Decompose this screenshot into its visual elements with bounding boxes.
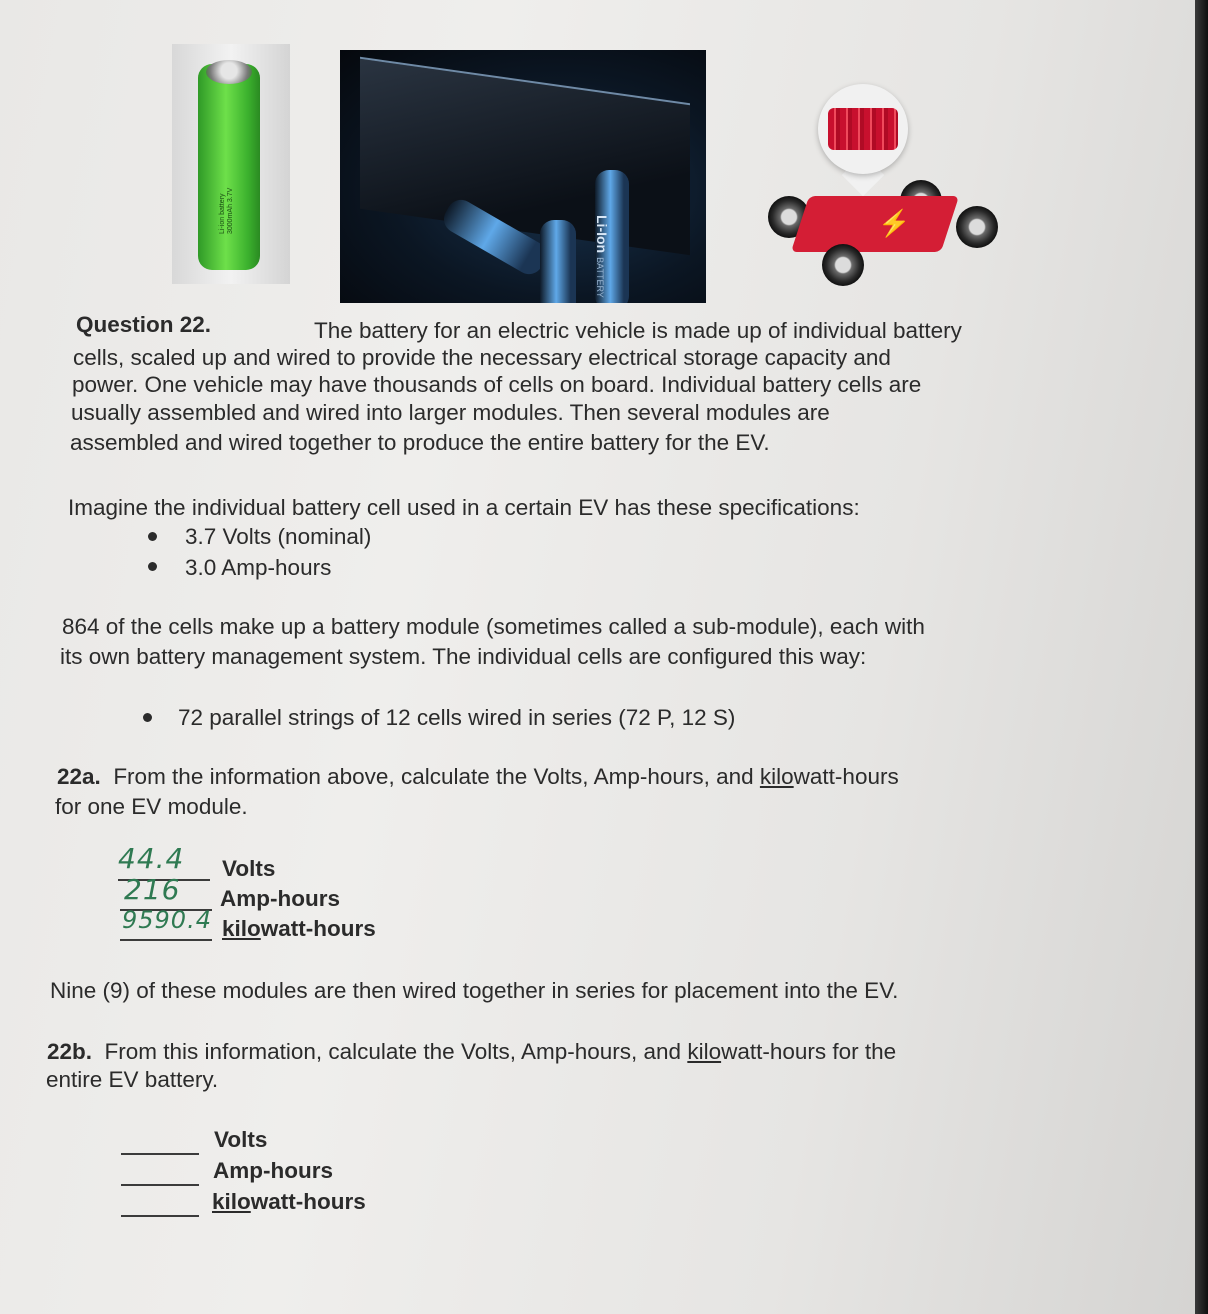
intro-line: cells, scaled up and wired to provide the necessary electrical storage capacity and [73, 345, 891, 370]
handwritten-answer[interactable]: 216 [124, 873, 181, 906]
battery-pack-image [340, 50, 706, 303]
intro-line: usually assembled and wired into larger modules. Then several modules are [71, 400, 830, 425]
answer-blank[interactable] [121, 1215, 199, 1217]
part-b-prompt-kilo: kilo [687, 1039, 722, 1064]
part-a-label: 22a. [57, 764, 101, 789]
answer-unit-kilo: kilo [222, 916, 261, 941]
intro-line: assembled and wired together to produce the entire battery for the EV. [70, 430, 770, 455]
module-line: 864 of the cells make up a battery module (sometimes called a sub-module), each with [62, 614, 925, 639]
cell-cap-shape [206, 60, 252, 84]
spec-item: 3.7 Volts (nominal) [185, 524, 372, 549]
answer-unit: Amp-hours [213, 1158, 333, 1183]
wheel-icon [956, 206, 998, 248]
cell-label-line1: Li-ion battery [219, 193, 226, 234]
part-b-prompt-pre: From this information, calculate the Volts, Amp-hours, and [104, 1039, 688, 1064]
answer-unit: Volts [214, 1127, 268, 1152]
part-a-prompt-pre: From the information above, calculate the Volts, Amp-hours, and [113, 764, 760, 789]
cell-label [219, 188, 235, 234]
intro-line: power. One vehicle may have thousands of cells on board. Individual battery cells are [72, 372, 922, 397]
handwritten-answer[interactable]: 9590.4 [122, 906, 212, 934]
cell-body-shape [198, 64, 260, 270]
answer-unit: Volts [222, 856, 276, 881]
part-a-prompt-line2: for one EV module. [55, 794, 248, 819]
answer-unit [222, 916, 376, 942]
answer-unit-rest: watt-hours [250, 1189, 366, 1214]
wheel-icon [822, 244, 864, 286]
answer-blank[interactable] [121, 1153, 199, 1155]
monitor-bezel [1195, 0, 1208, 1314]
config-item: 72 parallel strings of 12 cells wired in series (72 P, 12 S) [178, 705, 736, 730]
spec-item: 3.0 Amp-hours [185, 555, 332, 580]
bullet-icon [148, 532, 157, 541]
answer-blank[interactable] [121, 1184, 199, 1186]
part-a-prompt-kilo: kilo [759, 764, 794, 789]
part-a-prompt [57, 764, 899, 790]
pack-cylinder-shape [540, 220, 576, 303]
question-number: Question 22. [76, 312, 212, 337]
bullet-icon [143, 713, 152, 722]
answer-blank [120, 939, 212, 941]
answer-unit: Amp-hours [220, 886, 340, 911]
cell-cluster-icon [828, 108, 898, 150]
imagine-line: Imagine the individual battery cell used in a certain EV has these specifications: [68, 495, 860, 520]
part-b-prompt-line2: entire EV battery. [46, 1067, 219, 1092]
handwritten-answer[interactable]: 44.4 [118, 842, 185, 875]
lightning-bolt-icon: ⚡ [878, 208, 911, 238]
part-b-prompt-post: watt-hours for the [721, 1039, 897, 1064]
pack-label-main: Li-Ion [594, 215, 610, 254]
answer-unit-kilo: kilo [212, 1189, 251, 1214]
nine-modules-line: Nine (9) of these modules are then wired together in series for placement into the EV. [50, 978, 899, 1003]
intro-line: The battery for an electric vehicle is made up of individual battery [314, 318, 962, 343]
pack-label [594, 215, 610, 298]
battery-board-shape [791, 196, 959, 252]
pack-slab-shape [360, 57, 690, 255]
pack-label-small: BATTERY [595, 257, 605, 298]
part-a-prompt-post: watt-hours [793, 764, 899, 789]
module-line: its own battery management system. The individual cells are configured this way: [60, 644, 867, 669]
battery-cell-image [172, 44, 290, 284]
answer-unit [212, 1189, 366, 1215]
answer-unit-rest: watt-hours [260, 916, 376, 941]
part-b-prompt [47, 1039, 896, 1065]
ev-chassis-image [760, 84, 1000, 294]
bullet-icon [148, 562, 157, 571]
cell-label-line2: 3000mAh 3.7V [227, 187, 234, 234]
part-b-label: 22b. [47, 1039, 93, 1064]
